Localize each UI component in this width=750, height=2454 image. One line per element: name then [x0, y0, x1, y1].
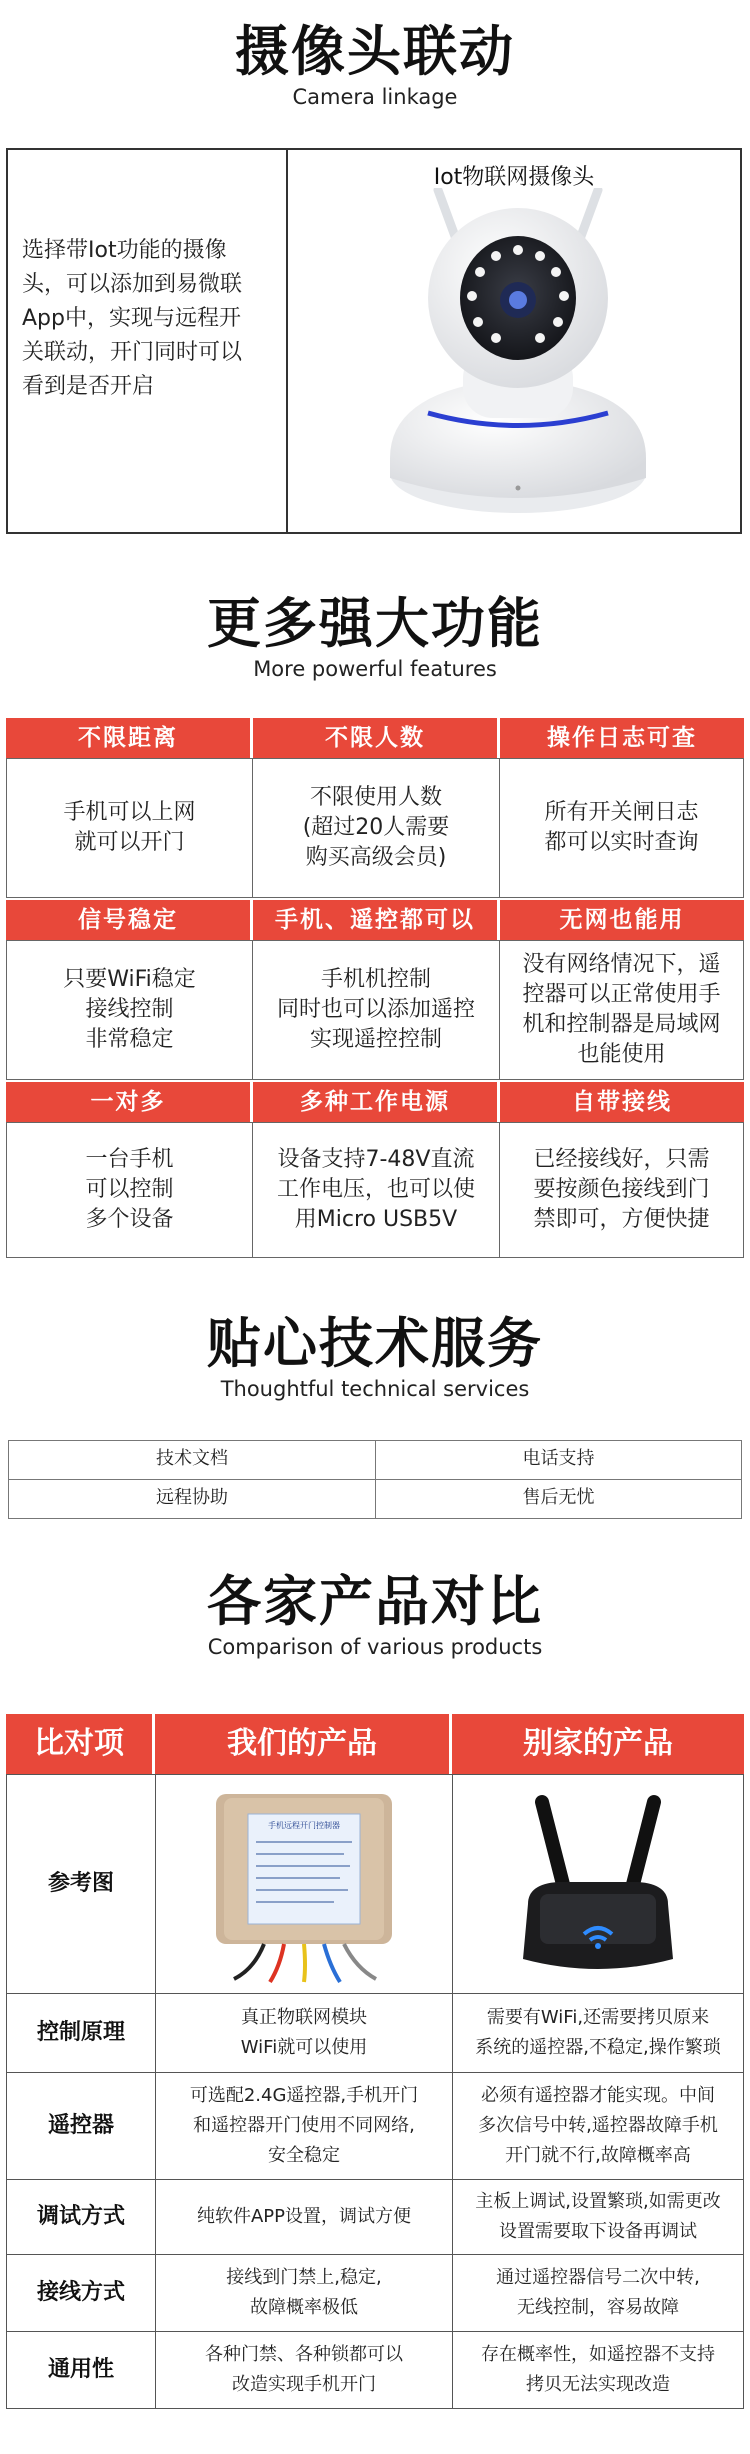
comparison-row-label: 遥控器: [6, 2072, 156, 2180]
feature-cell: [252, 940, 500, 1080]
comparison-cell: [452, 1993, 744, 2073]
feature-line: 同时也可以添加遥控: [276, 997, 475, 1022]
feature-cell: [499, 1122, 744, 1258]
comparison-line: 可选配2.4G遥控器,手机开门: [189, 2085, 419, 2106]
camera-title: 摄像头联动: [235, 20, 515, 83]
camera-subtitle: Camera linkage: [292, 85, 458, 109]
feature-cell: [6, 940, 253, 1080]
feature-line: 接线控制: [85, 997, 174, 1022]
comparison-line: 开门就不行,故障概率高: [505, 2145, 691, 2166]
feature-line: 实现遥控控制: [309, 1027, 442, 1052]
service-item: 售后无忧: [375, 1479, 742, 1519]
our-device-label: 手机远程开门控制器: [268, 1821, 340, 1830]
feature-heading: 不限距离: [6, 718, 250, 758]
comparison-cell: [155, 2179, 453, 2255]
comparison-line: 通过遥控器信号二次中转,: [496, 2267, 700, 2288]
services-title: 贴心技术服务: [207, 1312, 543, 1375]
feature-line: 设备支持7-48V直流: [277, 1147, 475, 1172]
comparison-cell: [452, 1774, 744, 1994]
feature-line: 没有网络情况下，遥: [522, 952, 721, 977]
camera-description: [22, 234, 278, 404]
feature-line: 已经接线好，只需: [533, 1147, 710, 1172]
feature-line: 就可以开门: [74, 830, 185, 855]
camera-description-line: 头，可以添加到易微联: [22, 272, 243, 297]
comparison-line: 改造实现手机开门: [232, 2374, 376, 2395]
comparison-line: 真正物联网模块: [240, 2007, 367, 2028]
features-section-title: [0, 592, 750, 682]
comparison-cell: [155, 2331, 453, 2409]
feature-line: 用Micro USB5V: [294, 1207, 458, 1232]
other-product-image: [498, 1784, 698, 1984]
comparison-row-label: 参考图: [6, 1774, 156, 1994]
feature-line: 禁即可，方便快捷: [533, 1207, 710, 1232]
features-grid: [6, 718, 744, 1258]
service-item: 技术文档: [8, 1440, 376, 1480]
comparison-cell: [155, 2254, 453, 2332]
feature-heading: 多种工作电源: [253, 1082, 497, 1122]
comparison-line: 存在概率性，如遥控器不支持: [481, 2344, 715, 2365]
feature-line: 一台手机: [85, 1147, 174, 1172]
feature-line: 所有开关闸日志: [544, 800, 699, 825]
features-subtitle: More powerful features: [253, 657, 497, 681]
service-item: 远程协助: [8, 1479, 376, 1519]
feature-line: 可以控制: [85, 1177, 174, 1202]
comparison-line: WiFi就可以使用: [240, 2037, 368, 2058]
feature-line: (超过20人需要: [302, 815, 450, 840]
comparison-line: 故障概率极低: [249, 2297, 358, 2318]
comparison-cell: [155, 1993, 453, 2073]
our-product-image: [194, 1784, 414, 1984]
service-item: 电话支持: [375, 1440, 742, 1480]
comparison-line: 各种门禁、各种锁都可以: [205, 2344, 403, 2365]
comparison-line: 拷贝无法实现改造: [526, 2374, 670, 2395]
feature-line: 手机机控制: [320, 967, 431, 992]
comparison-line: 无线控制，容易故障: [516, 2297, 679, 2318]
feature-heading: 无网也能用: [500, 900, 744, 940]
comparison-line: 必须有遥控器才能实现。中间: [480, 2085, 715, 2106]
feature-cell: [499, 758, 744, 898]
comparison-cell: [155, 1774, 453, 1994]
comparison-line: 纯软件APP设置，调试方便: [196, 2206, 412, 2227]
comparison-line: 设置需要取下设备再调试: [498, 2221, 697, 2242]
camera-description-line: App中，实现与远程开: [22, 306, 241, 331]
comparison-section-title: [0, 1570, 750, 1660]
comparison-line: 安全稳定: [267, 2145, 340, 2166]
camera-box-divider: [286, 150, 288, 532]
comparison-line: 需要有WiFi,还需要拷贝原来: [486, 2007, 710, 2028]
feature-line: 机和控制器是局域网: [522, 1012, 721, 1037]
feature-cell: [252, 758, 500, 898]
comparison-row-label: 接线方式: [6, 2254, 156, 2332]
camera-section-title: [0, 20, 750, 110]
feature-line: 不限使用人数: [309, 785, 442, 810]
feature-line: 只要WiFi稳定: [63, 967, 196, 992]
feature-heading: 操作日志可查: [500, 718, 744, 758]
feature-heading: 不限人数: [253, 718, 497, 758]
camera-description-line: 关联动，开门同时可以: [22, 340, 243, 365]
feature-heading: 自带接线: [500, 1082, 744, 1122]
feature-line: 非常稳定: [85, 1027, 174, 1052]
camera-description-line: 看到是否开启: [22, 374, 155, 399]
comparison-header: 别家的产品: [452, 1714, 744, 1774]
comparison-cell: [452, 2179, 744, 2255]
comparison-line: 主板上调试,设置繁琐,如需更改: [475, 2191, 721, 2212]
feature-heading: 一对多: [6, 1082, 250, 1122]
comparison-line: 多次信号中转,遥控器故障手机: [478, 2115, 718, 2136]
comparison-header: 比对项: [6, 1714, 152, 1774]
comparison-cell: [452, 2254, 744, 2332]
feature-cell: [6, 758, 253, 898]
comparison-title: 各家产品对比: [207, 1570, 543, 1633]
services-section-title: [0, 1312, 750, 1402]
feature-heading: 信号稳定: [6, 900, 250, 940]
feature-line: 多个设备: [85, 1207, 174, 1232]
feature-line: 工作电压，也可以使: [276, 1177, 475, 1202]
comparison-row-label: 调试方式: [6, 2179, 156, 2255]
feature-line: 也能使用: [577, 1042, 666, 1067]
feature-line: 购买高级会员): [305, 845, 447, 870]
camera-box: [6, 148, 742, 534]
feature-line: 手机可以上网: [63, 800, 196, 825]
comparison-subtitle: Comparison of various products: [207, 1635, 543, 1659]
comparison-cell: [452, 2331, 744, 2409]
feature-cell: [252, 1122, 500, 1258]
comparison-line: 接线到门禁上,稳定,: [226, 2267, 382, 2288]
comparison-line: 系统的遥控器,不稳定,操作繁琐: [475, 2037, 721, 2058]
feature-heading: 手机、遥控都可以: [253, 900, 497, 940]
comparison-row-label: 控制原理: [6, 1993, 156, 2073]
camera-image-label: Iot物联网摄像头: [433, 165, 595, 190]
features-title: 更多强大功能: [207, 592, 543, 655]
services-subtitle: Thoughtful technical services: [220, 1377, 530, 1401]
iot-camera-image: [368, 188, 668, 528]
feature-cell: [6, 1122, 253, 1258]
feature-line: 要按颜色接线到门: [533, 1177, 710, 1202]
feature-cell: [499, 940, 744, 1080]
comparison-cell: [155, 2072, 453, 2180]
comparison-row-label: 通用性: [6, 2331, 156, 2409]
comparison-line: 和遥控器开门使用不同网络,: [193, 2115, 415, 2136]
feature-line: 控器可以正常使用手: [522, 982, 721, 1007]
feature-line: 都可以实时查询: [544, 830, 699, 855]
comparison-header: 我们的产品: [155, 1714, 449, 1774]
camera-description-line: 选择带Iot功能的摄像: [22, 238, 227, 263]
comparison-cell: [452, 2072, 744, 2180]
